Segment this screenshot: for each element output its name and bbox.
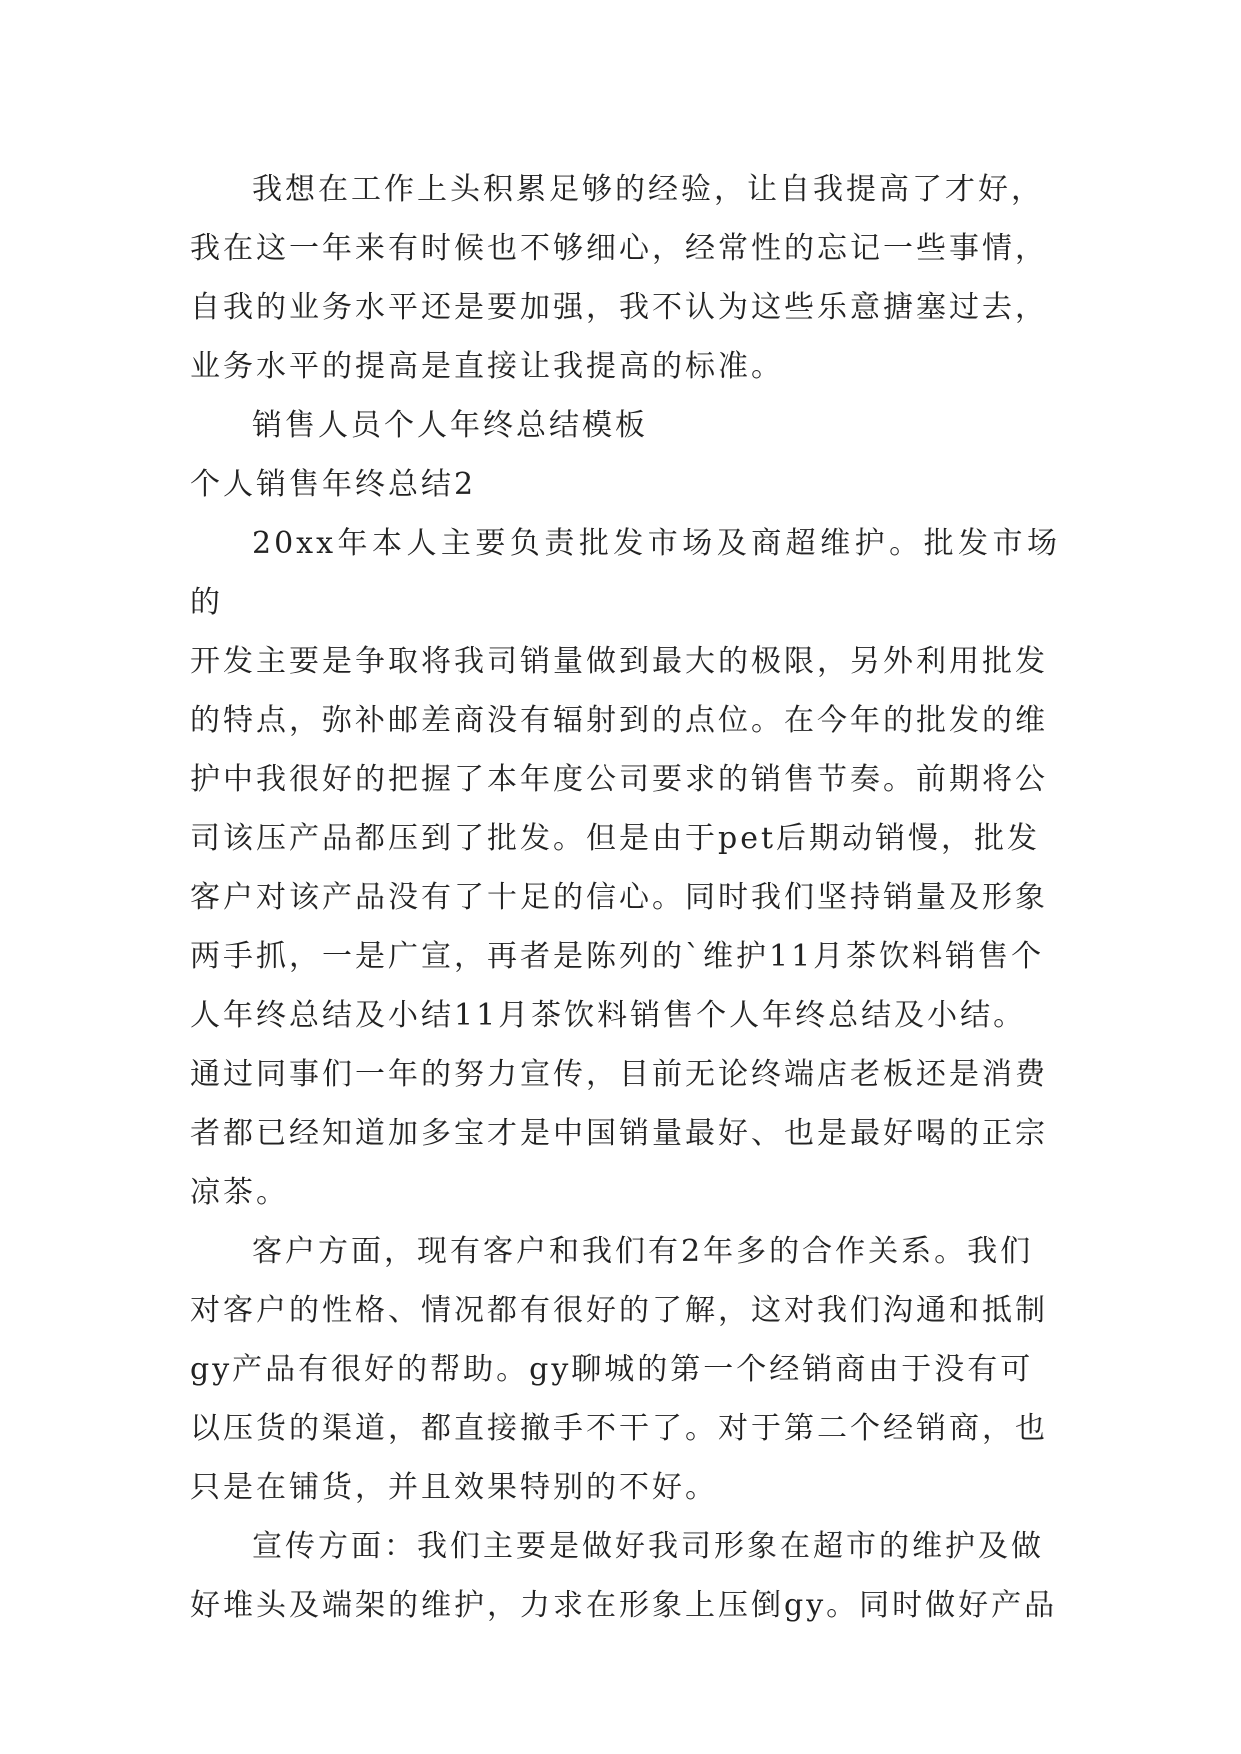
text-line: 我想在工作上头积累足够的经验，让自我提高了才好， <box>252 172 1044 207</box>
paragraph-promotion <box>190 1517 1060 1635</box>
text-line: 凉茶。 <box>190 1175 289 1210</box>
text-line: 个人销售年终总结2 <box>190 467 477 502</box>
text-line: 客户对该产品没有了十足的信心。同时我们坚持销量及形象 <box>190 880 1048 915</box>
document-body <box>190 160 1060 1635</box>
text-line: 两手抓，一是广宣，再者是陈列的`维护11月茶饮料销售个 <box>190 939 1045 974</box>
text-line: 20xx年本人主要负责批发市场及商超维护。批发市场的 <box>190 526 1060 620</box>
section-heading-template <box>190 396 1060 455</box>
text-line: 好堆头及端架的维护，力求在形象上压倒gy。同时做好产品 <box>190 1588 1058 1623</box>
text-line: 业务水平的提高是直接让我提高的标准。 <box>190 349 784 384</box>
paragraph-customers <box>190 1222 1060 1517</box>
text-line: 者都已经知道加多宝才是中国销量最好、也是最好喝的正宗 <box>190 1116 1048 1151</box>
text-line: 司该压产品都压到了批发。但是由于pet后期动销慢，批发 <box>190 821 1041 856</box>
paragraph-wholesale-market <box>190 514 1060 1222</box>
paragraph-work-experience <box>190 160 1060 396</box>
section-heading-summary-2 <box>190 455 1060 514</box>
text-line: 通过同事们一年的努力宣传，目前无论终端店老板还是消费 <box>190 1057 1048 1092</box>
text-line: 只是在铺货，并且效果特别的不好。 <box>190 1470 718 1505</box>
text-line: 开发主要是争取将我司销量做到最大的极限，另外利用批发 <box>190 644 1048 679</box>
text-line: 护中我很好的把握了本年度公司要求的销售节奏。前期将公 <box>190 762 1048 797</box>
text-line: gy产品有很好的帮助。gy聊城的第一个经销商由于没有可 <box>190 1352 1034 1387</box>
text-line: 的特点，弥补邮差商没有辐射到的点位。在今年的批发的维 <box>190 703 1048 738</box>
text-line: 人年终总结及小结11月茶饮料销售个人年终总结及小结。 <box>190 998 1027 1033</box>
text-line: 宣传方面：我们主要是做好我司形象在超市的维护及做 <box>252 1529 1044 1564</box>
text-line: 客户方面，现有客户和我们有2年多的合作关系。我们 <box>252 1234 1034 1269</box>
text-line: 销售人员个人年终总结模板 <box>252 408 648 443</box>
text-line: 以压货的渠道，都直接撤手不干了。对于第二个经销商，也 <box>190 1411 1048 1446</box>
text-line: 对客户的性格、情况都有很好的了解，这对我们沟通和抵制 <box>190 1293 1048 1328</box>
text-line: 自我的业务水平还是要加强，我不认为这些乐意搪塞过去， <box>190 290 1048 325</box>
text-line: 我在这一年来有时候也不够细心，经常性的忘记一些事情， <box>190 231 1048 266</box>
